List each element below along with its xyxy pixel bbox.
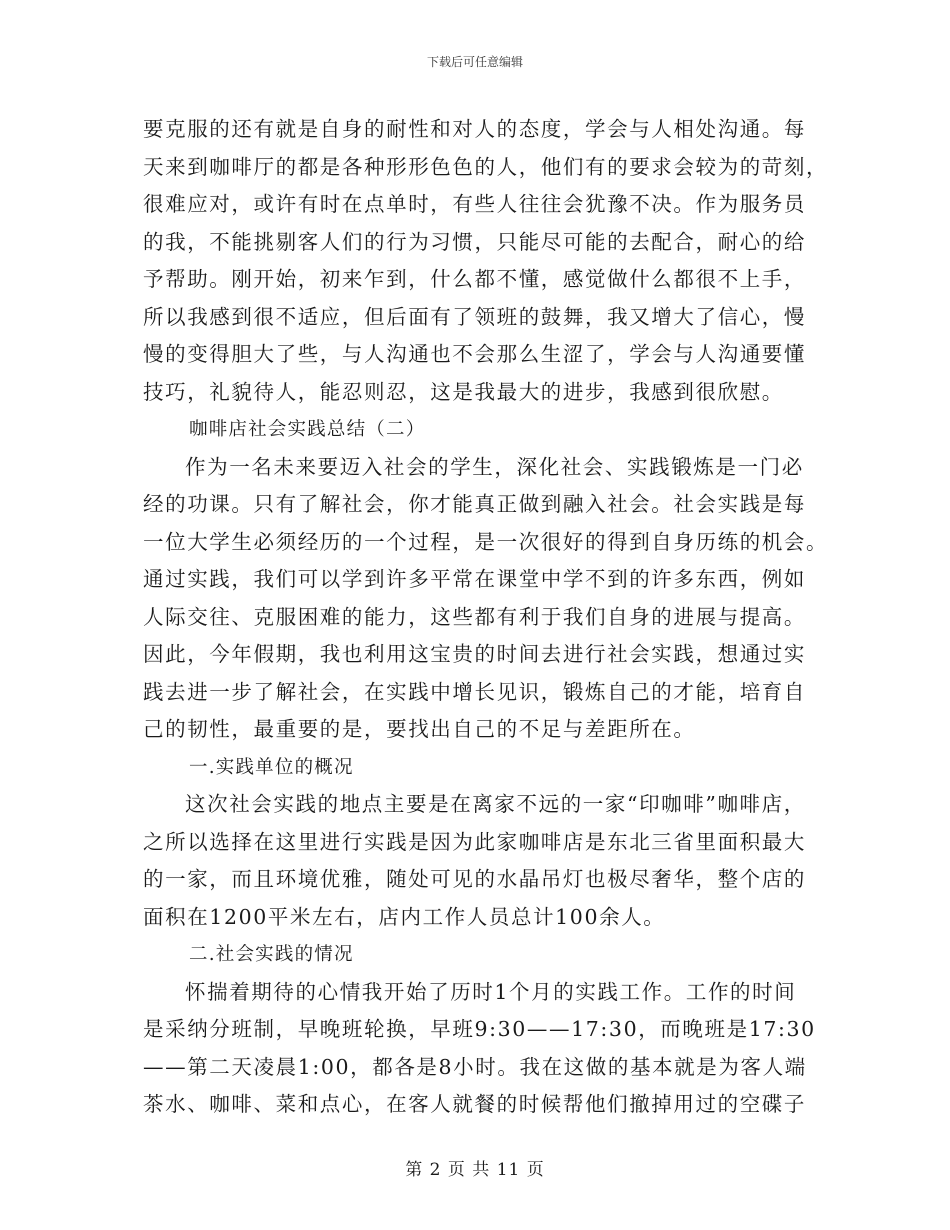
paragraph-line: 作为一名未来要迈入社会的学生，深化社会、实践锻炼是一门必 [185, 454, 804, 479]
paragraph-line: 一位大学生必须经历的一个过程，是一次很好的得到自身历练的机会。 [143, 529, 829, 554]
paragraph-line: 践去进一步了解社会，在实践中增长见识，锻炼自己的才能，培育自 [143, 679, 806, 704]
paragraph-line: 因此，今年假期，我也利用这宝贵的时间去进行社会实践，想通过实 [143, 642, 806, 666]
paragraph-line: 面积在1200平米左右，店内工作人员总计100余人。 [143, 904, 666, 929]
paragraph-line: 人际交往、克服困难的能力，这些都有利于我们自身的进展与提高。 [143, 604, 806, 629]
paragraph-line: 怀揣着期待的心情我开始了历时1个月的实践工作。工作的时间 [185, 979, 797, 1004]
paragraph-line: 所以我感到很不适应，但后面有了领班的鼓舞，我又增大了信心，慢 [143, 304, 806, 329]
paragraph-line: 技巧，礼貌待人，能忍则忍，这是我最大的进步，我感到很欣慰。 [143, 379, 784, 404]
paragraph-line: 经的功课。只有了解社会，你才能真正做到融入社会。社会实践是每 [143, 492, 806, 516]
paragraph-line: 慢的变得胆大了些，与人沟通也不会那么生涩了，学会与人沟通要懂 [143, 342, 806, 366]
paragraph-line: 的我，不能挑剔客人们的行为习惯，只能尽可能的去配合，耐心的给 [143, 229, 806, 254]
paragraph-line: 己的韧性，最重要的是，要找出自己的不足与差距所在。 [143, 717, 696, 741]
paragraph-line: 很难应对，或许有时在点单时，有些人往往会犹豫不决。作为服务员 [143, 192, 806, 216]
paragraph-line: 予帮助。刚开始，初来乍到，什么都不懂，感觉做什么都很不上手， [143, 267, 806, 291]
page-footer: 第 2 页 共 11 页 [405, 1160, 545, 1180]
section-heading: 一.实践单位的概况 [189, 756, 354, 778]
paragraph-line: 之所以选择在这里进行实践是因为此家咖啡店是东北三省里面积最大 [143, 829, 806, 854]
document-body [143, 111, 829, 1124]
paragraph-line: 要克服的还有就是自身的耐性和对人的态度，学会与人相处沟通。每 [143, 117, 806, 141]
paragraph-line: 的一家，而且环境优雅，随处可见的水晶吊灯也极尽奢华，整个店的 [143, 867, 806, 891]
section-heading: 二.社会实践的情况 [189, 944, 354, 965]
page-header: 下载后可任意编辑 [426, 55, 523, 69]
paragraph-line: 通过实践，我们可以学到许多平常在课堂中学不到的许多东西，例如 [143, 567, 806, 591]
section-heading: 咖啡店社会实践总结（二） [189, 419, 426, 440]
paragraph-line: 茶水、咖啡、菜和点心，在客人就餐的时候帮他们撤掉用过的空碟子 [143, 1092, 806, 1116]
paragraph-line: ——第二天凌晨1:00，都各是8小时。我在这做的基本就是为客人端 [143, 1054, 807, 1079]
paragraph-line: 是采纳分班制，早晚班轮换，早班9:30——17:30，而晚班是17:30 [143, 1017, 816, 1041]
paragraph-line: 天来到咖啡厅的都是各种形形色色的人，他们有的要求会较为的苛刻， [143, 154, 829, 179]
paragraph-line: 这次社会实践的地点主要是在离家不远的一家“印咖啡”咖啡店， [185, 792, 806, 816]
